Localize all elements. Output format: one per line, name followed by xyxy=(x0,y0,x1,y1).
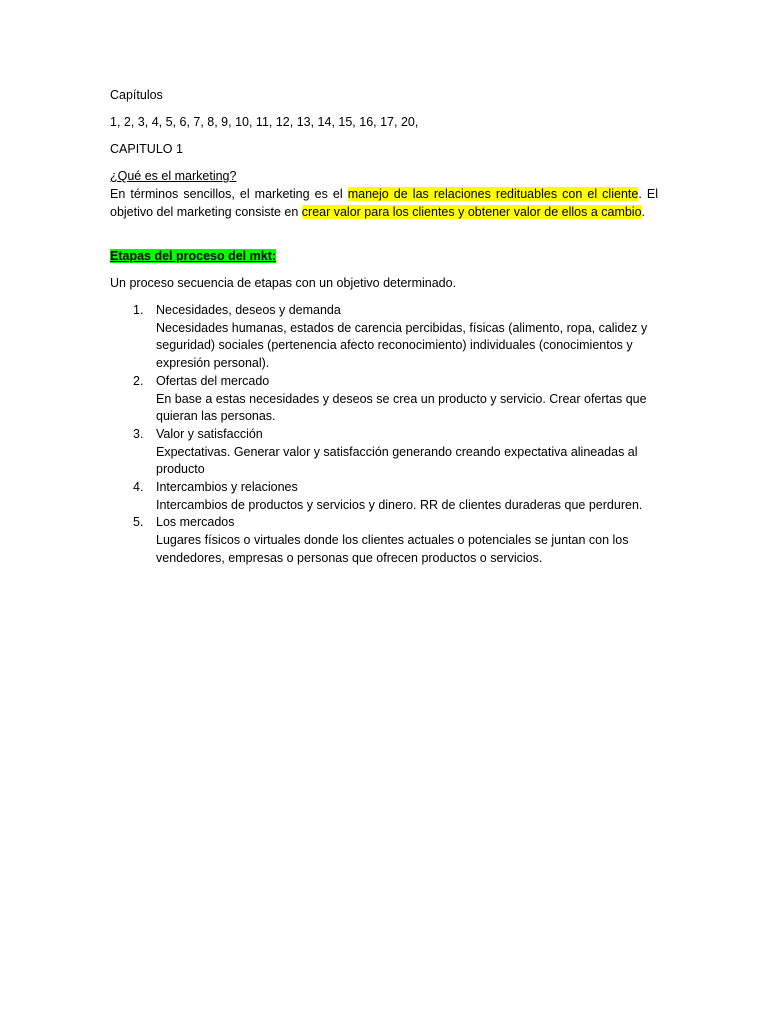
steps-list xyxy=(110,302,658,568)
question-heading xyxy=(110,167,658,185)
capitulos-label: Capítulos xyxy=(110,88,163,102)
question-text: ¿Qué es el marketing? xyxy=(110,169,237,183)
list-item-text: Lugares físicos o virtuales donde los clientes actuales o potenciales se juntan con los vendedores, empresas o personas que ofrecen productos o servicios. xyxy=(156,533,629,565)
section-heading-text: Etapas del proceso del mkt: xyxy=(110,249,277,263)
list-item xyxy=(110,514,658,567)
definition-part2: . El objetivo del marketing consiste en xyxy=(110,187,658,219)
document-page xyxy=(110,86,658,568)
definition-highlight-1: manejo de las relaciones redituables con el cliente xyxy=(347,187,639,201)
list-item-number: 4. xyxy=(133,480,144,495)
list-item-title: Los mercados xyxy=(156,515,235,530)
list-item-text: Intercambios de productos y servicios y dinero. RR de clientes duraderas que perduren. xyxy=(156,497,643,512)
list-item-number: 1. xyxy=(133,303,144,317)
list-item-text: Expectativas. Generar valor y satisfacción generando creando expectativa alineadas al producto xyxy=(156,444,638,477)
list-item-text: En base a estas necesidades y deseos se crea un producto y servicio. Crear ofertas que quieran las personas. xyxy=(156,391,647,424)
list-item-title: Intercambios y relaciones xyxy=(156,480,298,495)
section-intro: Un proceso secuencia de etapas con un objetivo determinado. xyxy=(110,276,457,290)
list-item xyxy=(110,373,658,426)
list-item-number: 2. xyxy=(133,373,144,388)
list-item-title: Ofertas del mercado xyxy=(156,373,270,388)
definition-part1: En términos sencillos, el marketing es el xyxy=(110,187,348,201)
section-heading xyxy=(110,247,658,265)
blank-line xyxy=(110,221,658,247)
list-item xyxy=(110,302,658,373)
list-item-title: Valor y satisfacción xyxy=(156,426,263,441)
list-item xyxy=(110,479,658,514)
definition-paragraph xyxy=(110,185,658,221)
list-item-text: Necesidades humanas, estados de carencia percibidas, físicas (alimento, ropa, calidez y seguridad) sociales (pertenencia afecto reconocimiento) individuales (conocimientos y expresión personal). xyxy=(156,320,648,371)
definition-highlight-2: crear valor para los clientes y obtener valor de ellos a cambio xyxy=(301,205,642,219)
list-item-number: 5. xyxy=(133,515,144,530)
definition-part3: . xyxy=(641,205,646,219)
list-item-title: Necesidades, deseos y demanda xyxy=(156,303,341,317)
list-item-number: 3. xyxy=(133,426,144,441)
list-item xyxy=(110,426,658,479)
chapter-heading: CAPITULO 1 xyxy=(110,142,183,156)
capitulos-list: 1, 2, 3, 4, 5, 6, 7, 8, 9, 10, 11, 12, 13, 14, 15, 16, 17, 20, xyxy=(110,115,419,129)
